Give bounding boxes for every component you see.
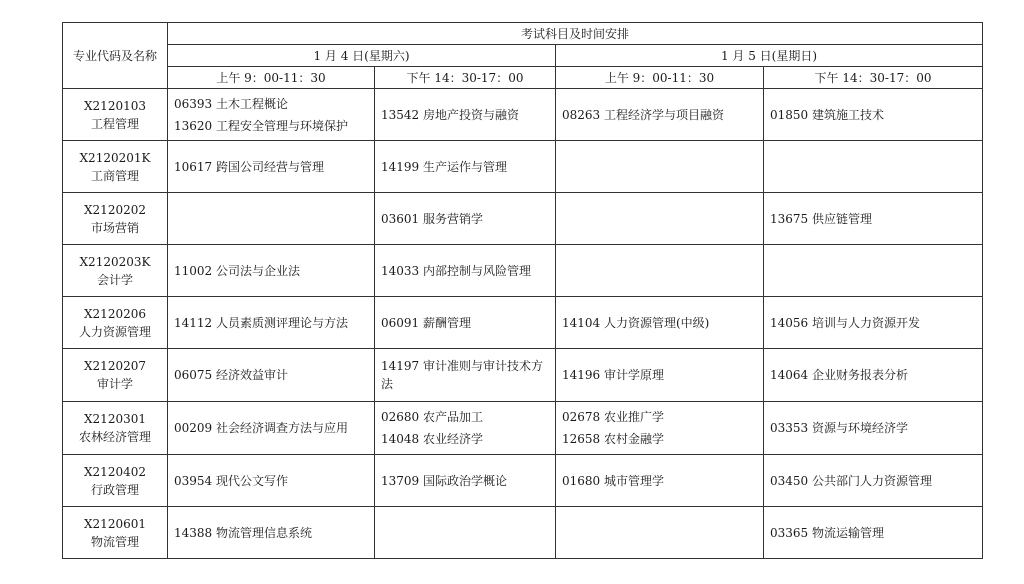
major-name: 农林经济管理	[78, 430, 151, 444]
course-cell-d1pm	[375, 349, 556, 402]
course-cell-d2pm	[764, 349, 983, 402]
course-cell-d1pm	[375, 245, 556, 297]
course-entry: 14197 审计准则与审计技术方	[381, 359, 543, 373]
major-cell	[63, 245, 168, 297]
major-name: 人力资源管理	[78, 324, 151, 339]
major-cell	[63, 402, 168, 455]
course-entry: 03954 现代公文写作	[174, 473, 288, 488]
major-code: X2120206	[84, 306, 146, 321]
course-entry: 14196 审计学原理	[562, 368, 664, 382]
day-header-1: 1 月 4 日(星期六)	[168, 45, 556, 67]
course-entry: 14048 农业经济学	[381, 432, 483, 446]
major-name: 工商管理	[90, 168, 139, 183]
table-row	[63, 245, 983, 297]
session-header-d2-am: 上午 9：00-11：30	[556, 67, 764, 89]
course-cell-d2pm	[764, 297, 983, 349]
table-row	[63, 349, 983, 402]
course-entry: 11002 公司法与企业法	[174, 263, 300, 278]
major-code: X2120203K	[79, 254, 151, 269]
major-cell	[63, 507, 168, 559]
course-entry: 03450 公共部门人力资源管理	[770, 473, 932, 488]
major-code: X2120103	[84, 98, 146, 113]
exam-schedule-table	[62, 22, 983, 559]
major-code: X2120301	[84, 412, 146, 426]
course-entry: 06075 经济效益审计	[174, 368, 288, 382]
course-cell-d1am	[168, 89, 375, 141]
course-entry: 14388 物流管理信息系统	[174, 525, 312, 540]
table-row	[63, 402, 983, 455]
course-cell-d2am	[556, 507, 764, 559]
major-code: X2120402	[84, 464, 146, 479]
course-cell-d2am	[556, 193, 764, 245]
schedule-body	[63, 89, 983, 559]
course-cell-d1am	[168, 193, 375, 245]
course-entry: 14112 人员素质测评理论与方法	[174, 315, 348, 330]
course-cell-d1pm	[375, 141, 556, 193]
course-cell-d2pm	[764, 141, 983, 193]
table-row	[63, 297, 983, 349]
course-entry: 06393 土木工程概论	[174, 96, 288, 111]
course-entry: 12658 农村金融学	[562, 432, 664, 446]
table-row	[63, 141, 983, 193]
course-entry: 03601 服务营销学	[381, 211, 483, 226]
course-entry: 10617 跨国公司经营与管理	[174, 159, 324, 174]
course-cell-d2am	[556, 297, 764, 349]
course-cell-d1am	[168, 245, 375, 297]
course-cell-d1pm	[375, 402, 556, 455]
course-entry: 14033 内部控制与风险管理	[381, 263, 531, 278]
major-cell	[63, 349, 168, 402]
session-header-d1-pm: 下午 14：30-17：00	[375, 67, 556, 89]
course-entry: 14056 培训与人力资源开发	[770, 315, 920, 330]
course-entry: 13675 供应链管理	[770, 211, 872, 226]
major-code: X2120207	[84, 359, 146, 373]
course-cell-d2am	[556, 141, 764, 193]
course-cell-d1am	[168, 141, 375, 193]
course-cell-d1pm	[375, 89, 556, 141]
major-code: X2120601	[84, 516, 146, 531]
course-cell-d1am	[168, 455, 375, 507]
course-cell-d2pm	[764, 507, 983, 559]
major-name: 物流管理	[90, 534, 139, 549]
course-cell-d2am	[556, 89, 764, 141]
major-code: X2120202	[84, 202, 146, 217]
major-name: 审计学	[96, 377, 133, 391]
course-entry: 03353 资源与环境经济学	[770, 421, 908, 435]
course-cell-d1pm	[375, 193, 556, 245]
course-cell-d1am	[168, 349, 375, 402]
major-cell	[63, 193, 168, 245]
course-cell-d1pm	[375, 507, 556, 559]
major-column-header: 专业代码及名称	[63, 23, 168, 89]
course-cell-d2am	[556, 455, 764, 507]
day-header-2: 1 月 5 日(星期日)	[556, 45, 983, 67]
major-cell	[63, 89, 168, 141]
session-header-d2-pm: 下午 14：30-17：00	[764, 67, 983, 89]
course-entry: 00209 社会经济调查方法与应用	[174, 421, 348, 435]
course-entry: 03365 物流运输管理	[770, 525, 884, 540]
course-cell-d1am	[168, 402, 375, 455]
course-cell-d2pm	[764, 402, 983, 455]
course-entry: 02680 农产品加工	[381, 410, 483, 424]
major-cell	[63, 455, 168, 507]
table-row	[63, 455, 983, 507]
course-entry: 14104 人力资源管理(中级)	[562, 315, 710, 330]
course-cell-d2am	[556, 349, 764, 402]
course-cell-d2pm	[764, 455, 983, 507]
course-entry: 06091 薪酬管理	[381, 315, 471, 330]
course-cell-d1am	[168, 297, 375, 349]
major-cell	[63, 141, 168, 193]
schedule-title: 考试科目及时间安排	[168, 23, 983, 45]
course-entry: 01680 城市管理学	[562, 473, 664, 488]
major-name: 市场营销	[90, 220, 139, 235]
course-entry: 13709 国际政治学概论	[381, 473, 507, 488]
table-row	[63, 89, 983, 141]
course-entry: 14064 企业财务报表分析	[770, 368, 908, 382]
course-cell-d1pm	[375, 455, 556, 507]
course-cell-d2pm	[764, 89, 983, 141]
table-row	[63, 193, 983, 245]
session-header-d1-am: 上午 9：00-11：30	[168, 67, 375, 89]
course-entry: 08263 工程经济学与项目融资	[562, 107, 724, 122]
course-entry: 01850 建筑施工技术	[770, 107, 884, 122]
course-cell-d2pm	[764, 193, 983, 245]
course-cell-d1am	[168, 507, 375, 559]
course-cell-d1pm	[375, 297, 556, 349]
course-entry: 法	[381, 377, 394, 391]
major-name: 工程管理	[90, 116, 139, 131]
course-entry: 13620 工程安全管理与环境保护	[174, 118, 348, 133]
course-entry: 14199 生产运作与管理	[381, 159, 507, 174]
major-cell	[63, 297, 168, 349]
course-cell-d2pm	[764, 245, 983, 297]
course-entry: 13542 房地产投资与融资	[381, 107, 519, 122]
table-row	[63, 507, 983, 559]
major-name: 会计学	[96, 272, 133, 287]
major-code: X2120201K	[79, 150, 151, 165]
major-name: 行政管理	[90, 482, 139, 497]
course-cell-d2am	[556, 402, 764, 455]
course-entry: 02678 农业推广学	[562, 410, 664, 424]
course-cell-d2am	[556, 245, 764, 297]
